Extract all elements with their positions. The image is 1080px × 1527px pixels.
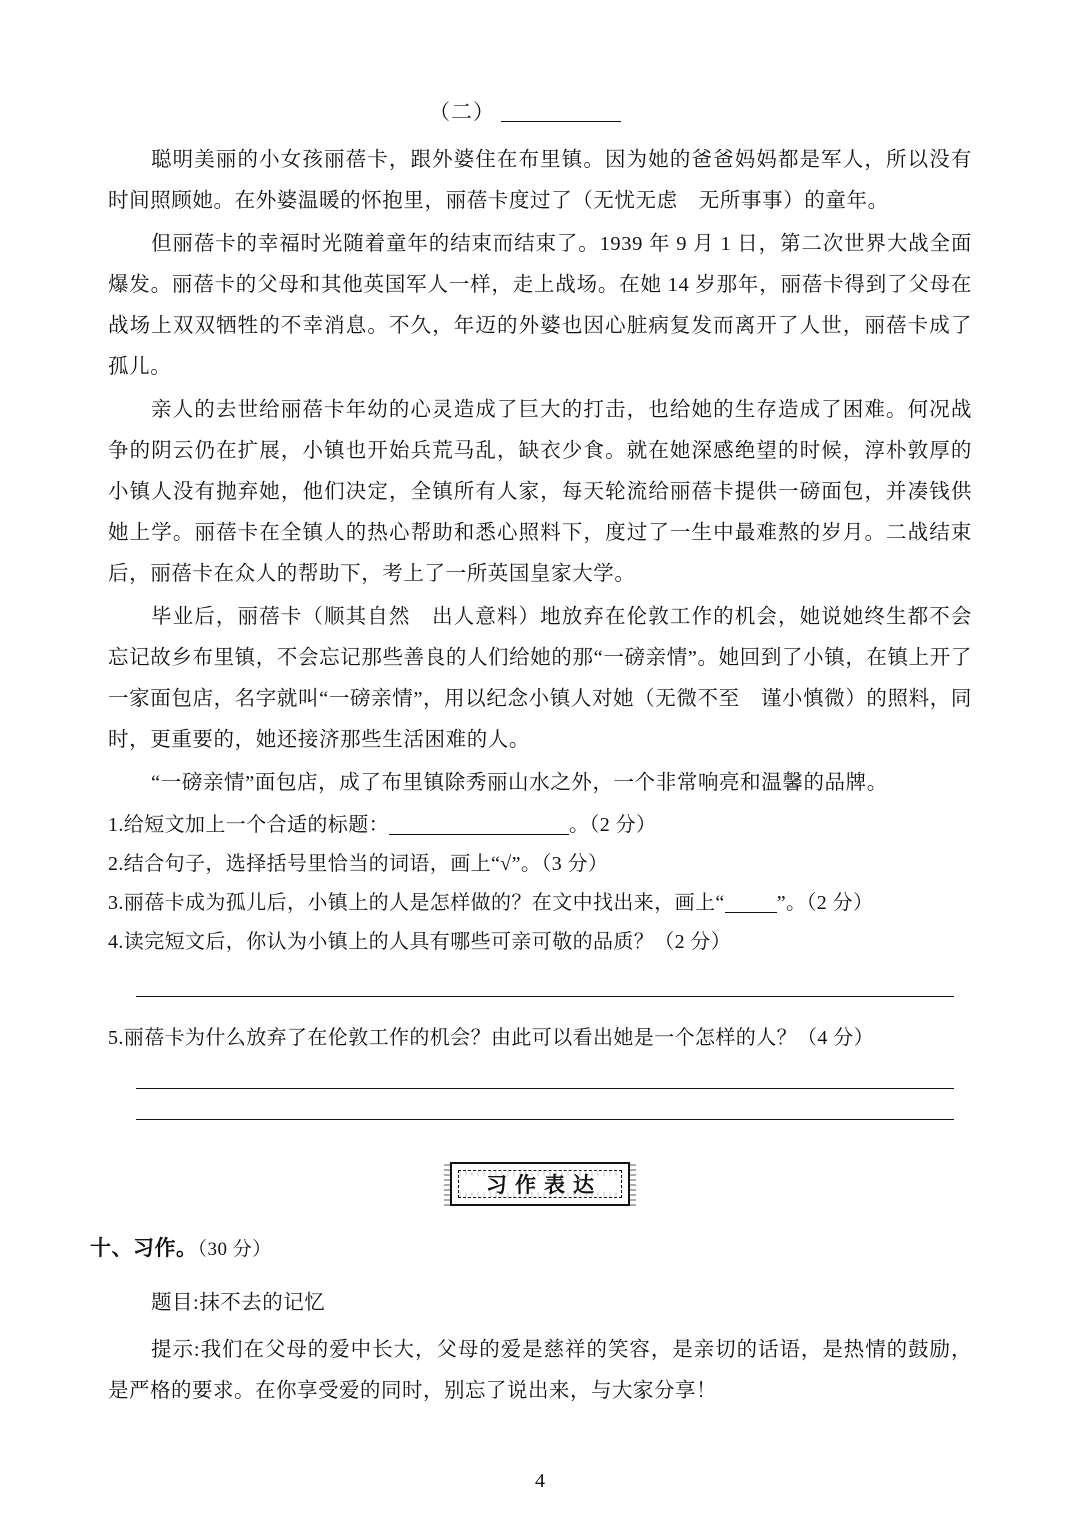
section-heading-blank — [501, 121, 621, 122]
question-1-suffix: 。（2 分） — [569, 814, 657, 836]
question-2 — [108, 845, 972, 884]
answer-line-q5-2[interactable] — [136, 1119, 954, 1120]
question-4 — [108, 923, 972, 962]
answer-line-q4[interactable] — [136, 996, 954, 997]
question-4-text: 4.读完短文后，你认为小镇上的人具有哪些可亲可敬的品质？（2 分） — [108, 931, 732, 953]
section-heading — [78, 96, 972, 126]
badge-label: 习作表达 — [458, 1170, 622, 1198]
reading-paragraph-2: 但丽蓓卡的幸福时光随着童年的结束而结束了。1939 年 9 月 1 日，第二次世界大战全面爆发。丽蓓卡的父母和其他英国军人一样，走上战场。在她 14 岁那年，丽蓓卡得到了父母在战场上双双牺牲的不幸消息。不久，年迈的外婆也因心脏病复发而离开了人世，丽蓓卡成了孤儿。 — [108, 233, 972, 378]
writing-heading — [90, 1232, 972, 1262]
page-content — [90, 96, 972, 1412]
question-3-suffix: ”。（2 分） — [776, 892, 874, 914]
writing-topic: 题目:抹不去的记忆 — [151, 1292, 326, 1314]
question-1 — [108, 806, 972, 845]
question-3 — [108, 884, 972, 923]
reading-paragraph-3: 亲人的去世给丽蓓卡年幼的心灵造成了巨大的打击，也给她的生存造成了困难。何况战争的阴云仍在扩展，小镇也开始兵荒马乱，缺衣少食。就在她深感绝望的时候，淳朴敦厚的小镇人没有抛弃她，他们决定，全镇所有人家，每天轮流给丽蓓卡提供一磅面包，并凑钱供她上学。丽蓓卡在全镇人的热心帮助和悉心照料下，度过了一生中最难熬的岁月。二战结束后，丽蓓卡在众人的帮助下，考上了一所英国皇家大学。 — [108, 399, 972, 585]
writing-tip: 提示:我们在父母的爱中长大，父母的爱是慈祥的笑容，是亲切的话语，是热情的鼓励，是严格的要求。在你享受爱的同时，别忘了说出来，与大家分享！ — [108, 1339, 972, 1402]
answer-line-q5-1[interactable] — [136, 1088, 954, 1089]
reading-paragraph-5: “一磅亲情”面包店，成了布里镇除秀丽山水之外，一个非常响亮和温馨的品牌。 — [151, 772, 888, 794]
question-5-text: 5.丽蓓卡为什么放弃了在伦敦工作的机会？由此可以看出她是一个怎样的人？（4 分） — [108, 1027, 874, 1049]
question-5 — [108, 1019, 972, 1058]
page-number: 4 — [535, 1470, 545, 1492]
question-2-text: 2.结合句子，选择括号里恰当的词语，画上“√”。（3 分） — [108, 853, 609, 875]
writing-heading-label: 十、习作。 — [90, 1236, 198, 1260]
reading-paragraph-4: 毕业后，丽蓓卡（顺其自然 出人意料）地放弃在伦敦工作的机会，她说她终生都不会忘记故乡布里镇，不会忘记那些善良的人们给她的那“一磅亲情”。她回到了小镇，在镇上开了一家面包店，名字就叫“一磅亲情”，用以纪念小镇人对她（无微不至 谨小慎微）的照料，同时，更重要的，她还接济那些生活困难的人。 — [108, 606, 972, 751]
question-1-prefix: 1.给短文加上一个合适的标题： — [108, 814, 389, 836]
reading-paragraph-1: 聪明美丽的小女孩丽蓓卡，跟外婆住在布里镇。因为她的爸爸妈妈都是军人，所以没有时间照顾她。在外婆温暖的怀抱里，丽蓓卡度过了（无忧无虑 无所事事）的童年。 — [108, 149, 972, 212]
writing-heading-points: （30 分） — [197, 1239, 272, 1260]
badge-frame — [450, 1162, 630, 1206]
question-3-underline-mark — [725, 912, 777, 913]
section-heading-label: （二） — [429, 100, 495, 124]
question-3-prefix: 3.丽蓓卡成为孤儿后，小镇上的人是怎样做的？在文中找出来，画上“ — [108, 892, 725, 914]
writing-section-badge — [108, 1162, 972, 1206]
question-1-answer-blank[interactable] — [389, 834, 569, 835]
